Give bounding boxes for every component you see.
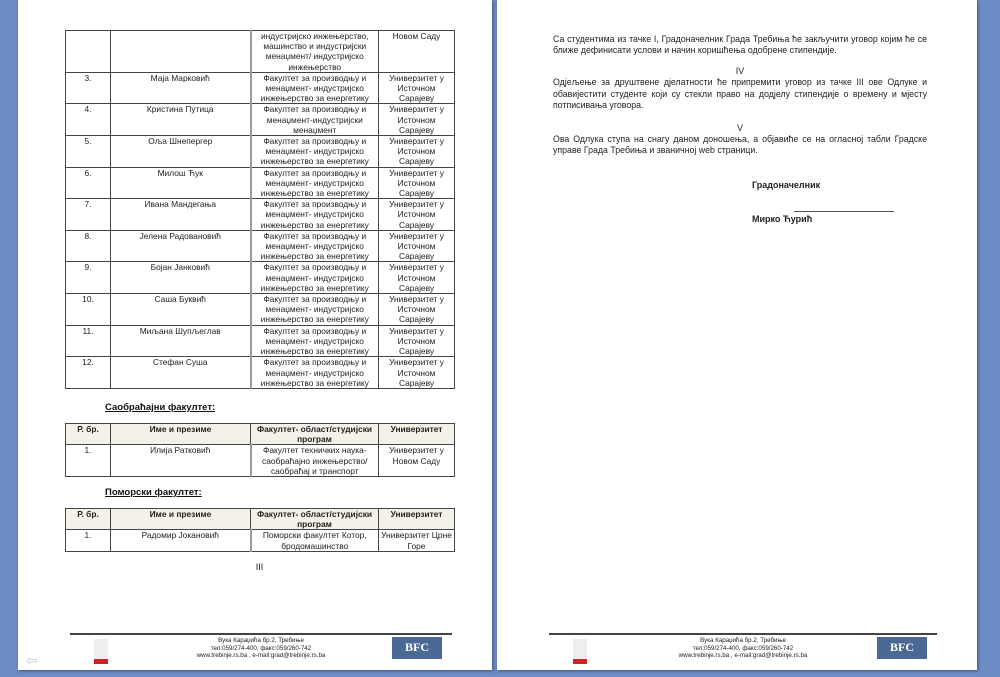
footer-web: www.trebinje.rs.ba , e-mail:grad@trebinje.rs.ba <box>196 652 326 660</box>
university-cell: Универзитет у Источном Сарајеву <box>379 167 455 199</box>
table-header <box>66 508 455 529</box>
faculty-cell: Факултет за производњу и менаџмент- индустријско инжењерство за енергетику <box>251 230 379 262</box>
student-name: Ивана Мандегања <box>111 199 251 231</box>
footer-phone: тел:059/274-400, факс:059/260-742 <box>692 644 794 652</box>
scholarship-table-3 <box>65 508 455 552</box>
student-name: Миљана Шупљеглав <box>111 325 251 357</box>
student-name: Саша Буквић <box>111 294 251 326</box>
row-number: 8. <box>66 230 111 262</box>
footer-address: Вука Караџића бр.2, Требиње <box>218 637 304 644</box>
table-row <box>66 104 455 136</box>
header-name: Име и презиме <box>111 508 251 529</box>
bfc-logo: BFC <box>877 637 927 659</box>
student-name: Оља Шнепергер <box>111 136 251 168</box>
paragraph: Ова Одлука ступа на снагу даном доношења, а објавиће се на огласној табли Градске управе Града Требиња и званичној web страници. <box>553 134 927 156</box>
table-row <box>66 325 455 357</box>
row-number: 10. <box>66 294 111 326</box>
university-cell: Универзитет у Новом Саду <box>379 445 455 477</box>
faculty-cell: Факултет за производњу и менаџмент- индустријско инжењерство за енергетику <box>251 357 379 389</box>
student-name: Илија Ратковић <box>111 445 251 477</box>
faculty-cell: индустријско инжењерство, машинство и индустријски менаџмент/ индустријско инжењерство <box>251 31 379 73</box>
empty-cell <box>111 31 251 73</box>
header-number: Р. бр. <box>66 423 111 444</box>
row-number: 1. <box>66 530 111 551</box>
section-heading: V <box>736 123 743 134</box>
faculty-cell: Факултет за производњу и менаџмент- индустријско инжењерство за енергетику <box>251 72 379 104</box>
table-row <box>66 445 455 477</box>
row-number: 11. <box>66 325 111 357</box>
page-footer <box>70 633 452 671</box>
section-title: Поморски факултет: <box>105 486 202 498</box>
table-row <box>66 72 455 104</box>
university-cell: Универзитет у Источном Сарајеву <box>379 262 455 294</box>
signature-line <box>794 211 894 212</box>
row-number: 7. <box>66 199 111 231</box>
university-cell: Универзитет у Источном Сарајеву <box>379 230 455 262</box>
page-1-content <box>65 30 454 573</box>
header-university: Универзитет <box>379 423 455 444</box>
scholarship-table-1 <box>65 30 455 389</box>
header-university: Универзитет <box>379 508 455 529</box>
university-cell: Новом Саду <box>379 31 455 73</box>
student-name: Милош Ћук <box>111 167 251 199</box>
university-cell: Универзитет Црне Горе <box>379 530 455 551</box>
footer-phone: тел:059/274-400, факс:059/260-742 <box>210 644 312 652</box>
document-page-1 <box>18 0 492 670</box>
faculty-cell: Факултет за производњу и менаџмент- индустријско инжењерство за енергетику <box>251 294 379 326</box>
faculty-cell: Факултет за производњу и менаџмент- индустријско инжењерство за енергетику <box>251 136 379 168</box>
table-row <box>66 357 455 389</box>
page-footer <box>549 633 937 671</box>
scholarship-table-2 <box>65 423 455 477</box>
back-arrow-icon[interactable]: ⇦ <box>26 652 38 668</box>
row-number: 9. <box>66 262 111 294</box>
faculty-cell: Факултет за производњу и менаџмент- индустријско инжењерство за енергетику <box>251 167 379 199</box>
table-row <box>66 31 455 73</box>
row-number: 12. <box>66 357 111 389</box>
student-name: Бојан Јанковић <box>111 262 251 294</box>
university-cell: Универзитет у Источном Сарајеву <box>379 104 455 136</box>
student-name: Радомир Јокановић <box>111 530 251 551</box>
section-title: Саобраћајни факултет: <box>105 401 216 413</box>
header-faculty: Факултет- област/студијски програм <box>251 508 379 529</box>
faculty-cell: Факултет за производњу и менаџмент- индустријско инжењерство за енергетику <box>251 325 379 357</box>
university-cell: Универзитет у Источном Сарајеву <box>379 357 455 389</box>
section-heading: III <box>255 561 264 572</box>
header-name: Име и презиме <box>111 423 251 444</box>
bfc-logo: BFC <box>392 637 442 659</box>
paragraph: Одјељење за друштвене дјелатности ће припремити уговор из тачке III ове Одлуке и обавијестити студенте који су стекли право на додјелу стипендије о времену и мјесту потписивања уговора. <box>553 77 927 110</box>
table-header <box>66 423 455 444</box>
table-row <box>66 167 455 199</box>
table-row <box>66 199 455 231</box>
footer-address: Вука Караџића бр.2, Требиње <box>700 637 786 644</box>
university-cell: Универзитет у Источном Сарајеву <box>379 199 455 231</box>
university-cell: Универзитет у Источном Сарајеву <box>379 136 455 168</box>
header-faculty: Факултет- област/студијски програм <box>251 423 379 444</box>
row-number: 5. <box>66 136 111 168</box>
student-name: Стефан Суша <box>111 357 251 389</box>
header-number: Р. бр. <box>66 508 111 529</box>
page-2-content <box>553 34 927 225</box>
faculty-cell: Факултет техничких наука- саобраћајно инжењерство/ саобраћај и транспорт <box>251 445 379 477</box>
faculty-cell: Факултет за производњу и менаџмент-индустријски менаџмент <box>251 104 379 136</box>
faculty-cell: Факултет за производњу и менаџмент- индустријско инжењерство за енергетику <box>251 262 379 294</box>
document-page-2 <box>497 0 977 670</box>
paragraph: Са студентима из тачке I, Градоначелник Града Требиња ће закључити уговор којим ће се ближе дефинисати услови и начин коришћења одобрене стипендије. <box>553 34 927 56</box>
table-row <box>66 294 455 326</box>
section-heading: IV <box>735 66 745 77</box>
university-cell: Универзитет у Источном Сарајеву <box>379 325 455 357</box>
faculty-cell: Факултет за производњу и менаџмент- индустријско инжењерство за енергетику <box>251 199 379 231</box>
student-name: Маја Марковић <box>111 72 251 104</box>
faculty-cell: Поморски факултет Котор, бродомашинство <box>251 530 379 551</box>
signature-name: Мирко Ћурић <box>752 214 813 225</box>
table-row <box>66 262 455 294</box>
table-row <box>66 136 455 168</box>
university-cell: Универзитет у Источном Сарајеву <box>379 72 455 104</box>
row-number: 3. <box>66 72 111 104</box>
row-number: 6. <box>66 167 111 199</box>
row-number: 1. <box>66 445 111 477</box>
row-number: 4. <box>66 104 111 136</box>
footer-web: www.trebinje.rs.ba , e-mail:grad@trebinje.rs.ba <box>678 652 808 660</box>
table-row <box>66 230 455 262</box>
university-cell: Универзитет у Источном Сарајеву <box>379 294 455 326</box>
student-name: Јелена Радовановић <box>111 230 251 262</box>
signature-title: Градоначелник <box>752 180 821 191</box>
student-name: Кристина Путица <box>111 104 251 136</box>
table-row <box>66 530 455 551</box>
empty-cell <box>66 31 111 73</box>
